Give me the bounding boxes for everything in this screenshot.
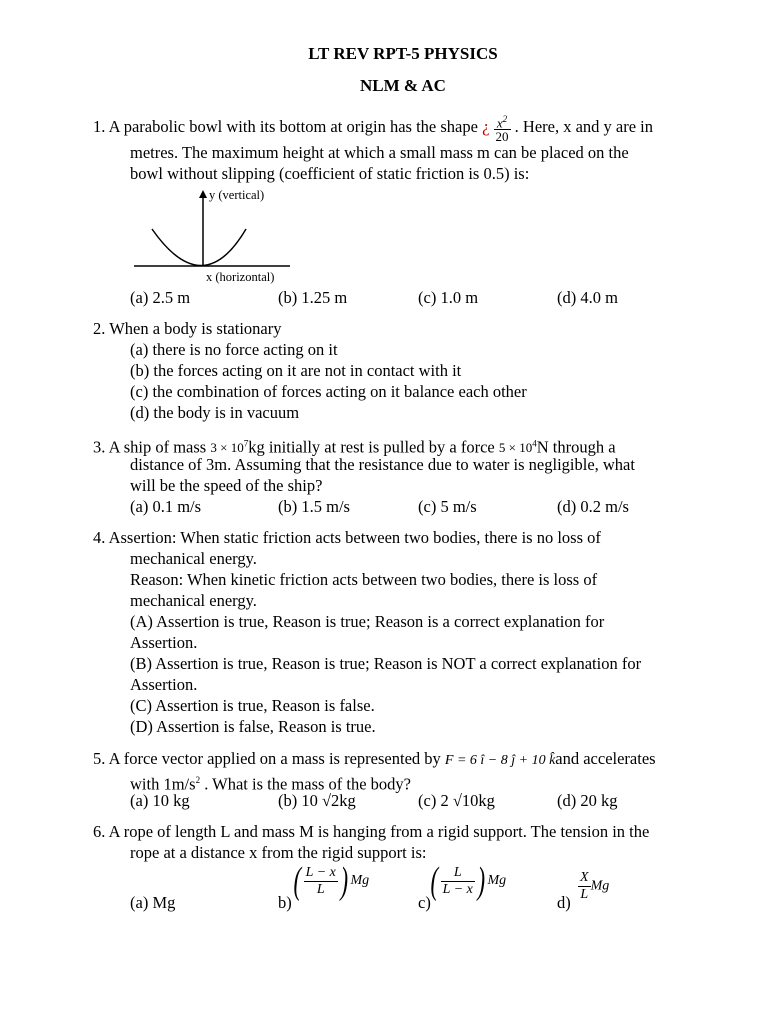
q6-c-num: L xyxy=(441,865,475,882)
right-paren: ) xyxy=(340,860,348,902)
q6-d-num: X xyxy=(580,870,589,885)
q6-option-b-label: b) xyxy=(278,893,292,912)
q1-frac-num-sup: 2 xyxy=(502,114,508,124)
q1-option-d: (d) 4.0 m xyxy=(557,288,618,307)
q1-frac-num: x xyxy=(496,115,503,131)
q3-stem-start: 3. A ship of mass xyxy=(93,437,211,457)
q6-c-den: L − x xyxy=(442,881,473,897)
q6-option-c-label: c) xyxy=(418,893,431,912)
fig-x-label: x (horizontal) xyxy=(206,270,275,284)
q6-c-fraction xyxy=(441,865,475,898)
page-title: LT REV RPT-5 PHYSICS xyxy=(308,44,498,63)
q3-stem-end: N through a xyxy=(536,437,616,457)
q6-d-fraction xyxy=(578,870,591,903)
q4-option-B-cont: Assertion. xyxy=(130,675,198,694)
q1-stem-end: . Here, x and y are in xyxy=(514,116,654,136)
parabola-curve xyxy=(152,229,246,266)
q4-option-A-cont: Assertion. xyxy=(130,633,198,652)
q1-line3: bowl without slipping (coefficient of static friction is 0.5) is: xyxy=(130,164,530,183)
q5-stem-end: and accelerates xyxy=(555,749,656,768)
y-axis-arrow-icon xyxy=(199,190,207,198)
q5-option-b: (b) 10 √2kg xyxy=(278,791,356,810)
q2-option-a: (a) there is no force acting on it xyxy=(130,340,338,359)
q6-b-den: L xyxy=(316,881,325,897)
q3-mass-math: 3 × 10 xyxy=(210,440,244,456)
q6-b-fraction xyxy=(304,865,338,898)
q3-option-b: (b) 1.5 m/s xyxy=(278,497,350,516)
q1-bowl-figure xyxy=(128,184,298,286)
q4-option-A: (A) Assertion is true, Reason is true; Reason is a correct explanation for xyxy=(130,612,605,631)
q1-option-b: (b) 1.25 m xyxy=(278,288,348,307)
right-paren: ) xyxy=(477,860,485,902)
q5-line1 xyxy=(93,749,656,771)
q3-force-math: 5 × 10 xyxy=(498,440,533,456)
q3-stem-mid: kg initially at rest is pulled by a force xyxy=(248,437,499,457)
q6-option-a: (a) Mg xyxy=(130,893,176,912)
q6-option-b-expr xyxy=(291,862,369,900)
q4-option-D: (D) Assertion is false, Reason is true. xyxy=(130,717,376,736)
q6-d-den: L xyxy=(580,887,589,902)
q1-line2: metres. The maximum height at which a small mass m can be placed on the xyxy=(130,143,629,162)
left-paren: ( xyxy=(293,860,302,902)
q5-option-d: (d) 20 kg xyxy=(557,791,618,810)
q6-option-c-expr xyxy=(428,862,506,900)
q1-frac-den: 20 xyxy=(495,129,509,145)
q6-d-tail: Mg xyxy=(590,878,610,894)
q3-force xyxy=(499,440,537,455)
q1-shape-fraction xyxy=(494,113,511,143)
q1-line1 xyxy=(93,113,653,143)
q4-line1: 4. Assertion: When static friction acts between two bodies, there is no loss of xyxy=(93,528,601,547)
q5-accel-sup: 2 xyxy=(195,775,201,785)
q4-option-B: (B) Assertion is true, Reason is true; Reason is NOT a correct explanation for xyxy=(130,654,642,673)
q2-option-c: (c) the combination of forces acting on it balance each other xyxy=(130,382,527,401)
q4-line3: Reason: When kinetic friction acts between two bodies, there is loss of xyxy=(130,570,598,589)
q6-c-tail: Mg xyxy=(487,873,507,889)
q3-option-d: (d) 0.2 m/s xyxy=(557,497,629,516)
q3-line3: will be the speed of the ship? xyxy=(130,476,323,495)
q1-option-a: (a) 2.5 m xyxy=(130,288,191,307)
q4-line2: mechanical energy. xyxy=(130,549,257,568)
q5-option-c: (c) 2 √10kg xyxy=(418,791,495,810)
q6-line1: 6. A rope of length L and mass M is hanging from a rigid support. The tension in the xyxy=(93,822,650,841)
q3-line2: distance of 3m. Assuming that the resistance due to water is negligible, what xyxy=(130,455,635,474)
q5-force-vector: F = 6 î − 8 ĵ + 10 k̂ xyxy=(444,753,556,768)
q2-option-d: (d) the body is in vacuum xyxy=(130,403,300,422)
q5-stem-start: 5. A force vector applied on a mass is represented by xyxy=(93,749,445,768)
q2-option-b: (b) the forces acting on it are not in contact with it xyxy=(130,361,462,380)
q3-force-exp: 4 xyxy=(532,439,537,449)
q1-option-c: (c) 1.0 m xyxy=(418,288,479,307)
q6-option-d-expr xyxy=(578,870,609,903)
q6-b-tail: Mg xyxy=(350,873,370,889)
q3-mass-exp: 7 xyxy=(243,439,249,449)
fig-y-label: y (vertical) xyxy=(209,188,265,202)
q6-option-d-label: d) xyxy=(557,893,571,912)
left-paren: ( xyxy=(430,860,439,902)
q6-b-num: L − x xyxy=(305,864,336,880)
q1-shape-symbol: ¿ xyxy=(482,116,490,136)
q2-stem: 2. When a body is stationary xyxy=(93,319,282,338)
q5-accel: with 1m/s xyxy=(130,774,196,794)
q3-option-c: (c) 5 m/s xyxy=(418,497,477,516)
q5-option-a: (a) 10 kg xyxy=(130,791,190,810)
q1-stem-start: 1. A parabolic bowl with its bottom at origin has the shape xyxy=(93,116,478,136)
q4-option-C: (C) Assertion is true, Reason is false. xyxy=(130,696,375,715)
page-subtitle: NLM & AC xyxy=(360,76,446,95)
q6-line2: rope at a distance x from the rigid support is: xyxy=(130,843,427,862)
q3-option-a: (a) 0.1 m/s xyxy=(130,497,202,516)
q4-line4: mechanical energy. xyxy=(130,591,257,610)
q3-mass xyxy=(210,440,248,455)
q5-question: . What is the mass of the body? xyxy=(200,774,412,794)
